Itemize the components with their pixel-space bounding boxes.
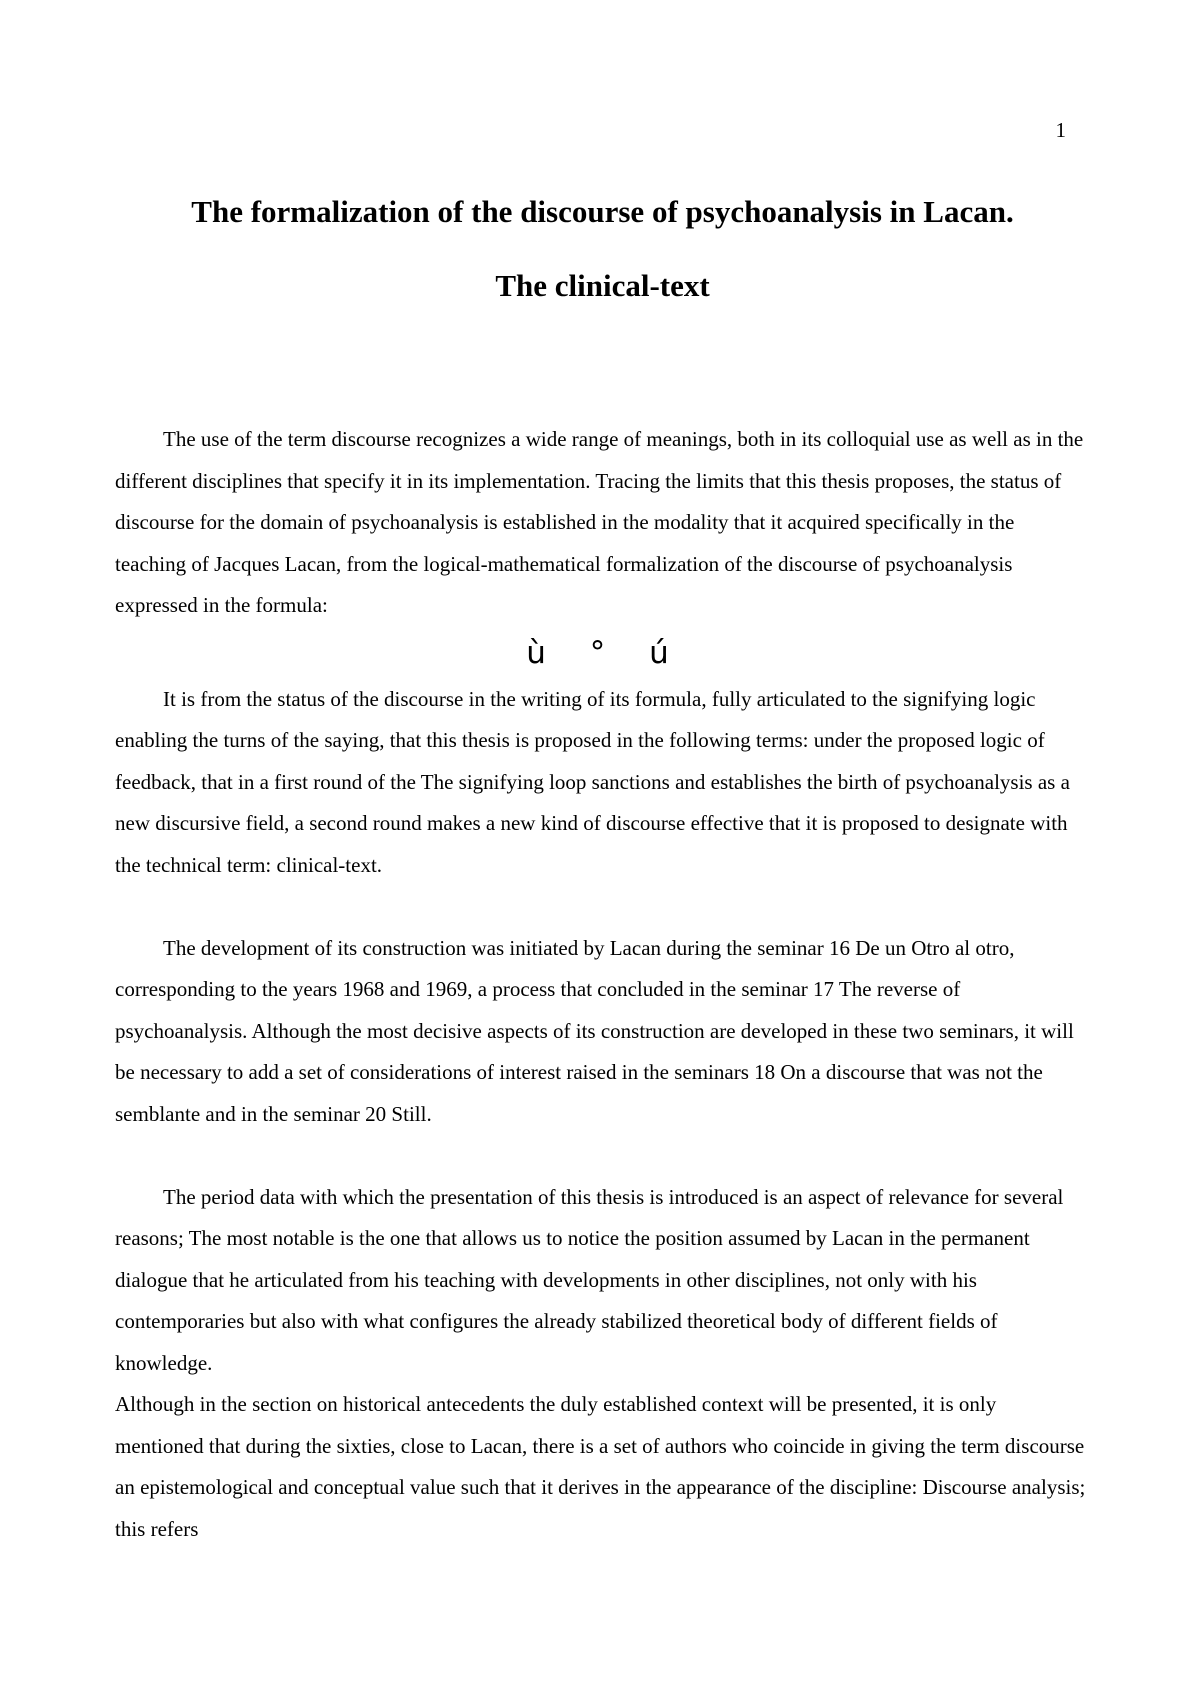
formula: ù ° ú (526, 634, 679, 671)
document-title: The formalization of the discourse of psychoanalysis in Lacan. (191, 194, 1014, 229)
document-subtitle: The clinical-text (495, 268, 710, 303)
paragraph-4: The period data with which the presentation of this thesis is introduced is an aspect of relevance for several reasons; The most notable is the one that allows us to notice the position assumed by Lacan in the permanent dialogue that he articulated from his teaching with developments in other disciplines, not only with his contemporaries but also with what configures the already stabilized theoretical body of different fields of knowledge. (115, 1184, 1064, 1375)
paragraph-2: It is from the status of the discourse in the writing of its formula, fully articulated to the signifying logic enabling the turns of the saying, that this thesis is proposed in the following terms: under the proposed logic of feedback, that in a first round of the The signifying loop sanctions and establishes the birth of psychoanalysis as a new discursive field, a second round makes a new kind of discourse effective that it is proposed to designate with the technical term: clinical-text. (115, 686, 1070, 877)
page-number: 1 (1055, 118, 1066, 142)
paragraph-5: Although in the section on historical antecedents the duly established context will be presented, it is only mentioned that during the sixties, close to Lacan, there is a set of authors who coincide in giving the term discourse an epistemological and conceptual value such that it derives in the appearance of the discipline: Discourse analysis; this refers (115, 1392, 1086, 1541)
title-block (115, 192, 1090, 306)
document-body (115, 419, 1090, 1550)
paragraph-3: The development of its construction was initiated by Lacan during the seminar 16 De un Otro al otro, corresponding to the years 1968 and 1969, a process that concluded in the seminar 17 The reverse of psychoanalysis. Although the most decisive aspects of its construction are developed in these two seminars, it will be necessary to add a set of considerations of interest raised in the seminars 18 On a discourse that was not the semblante and in the seminar 20 Still. (115, 935, 1074, 1126)
paragraph-1: The use of the term discourse recognizes a wide range of meanings, both in its colloquial use as well as in the different disciplines that specify it in its implementation. Tracing the limits that this thesis proposes, the status of discourse for the domain of psychoanalysis is established in the modality that it acquired specifically in the teaching of Jacques Lacan, from the logical-mathematical formalization of the discourse of psychoanalysis expressed in the formula: (115, 427, 1084, 617)
